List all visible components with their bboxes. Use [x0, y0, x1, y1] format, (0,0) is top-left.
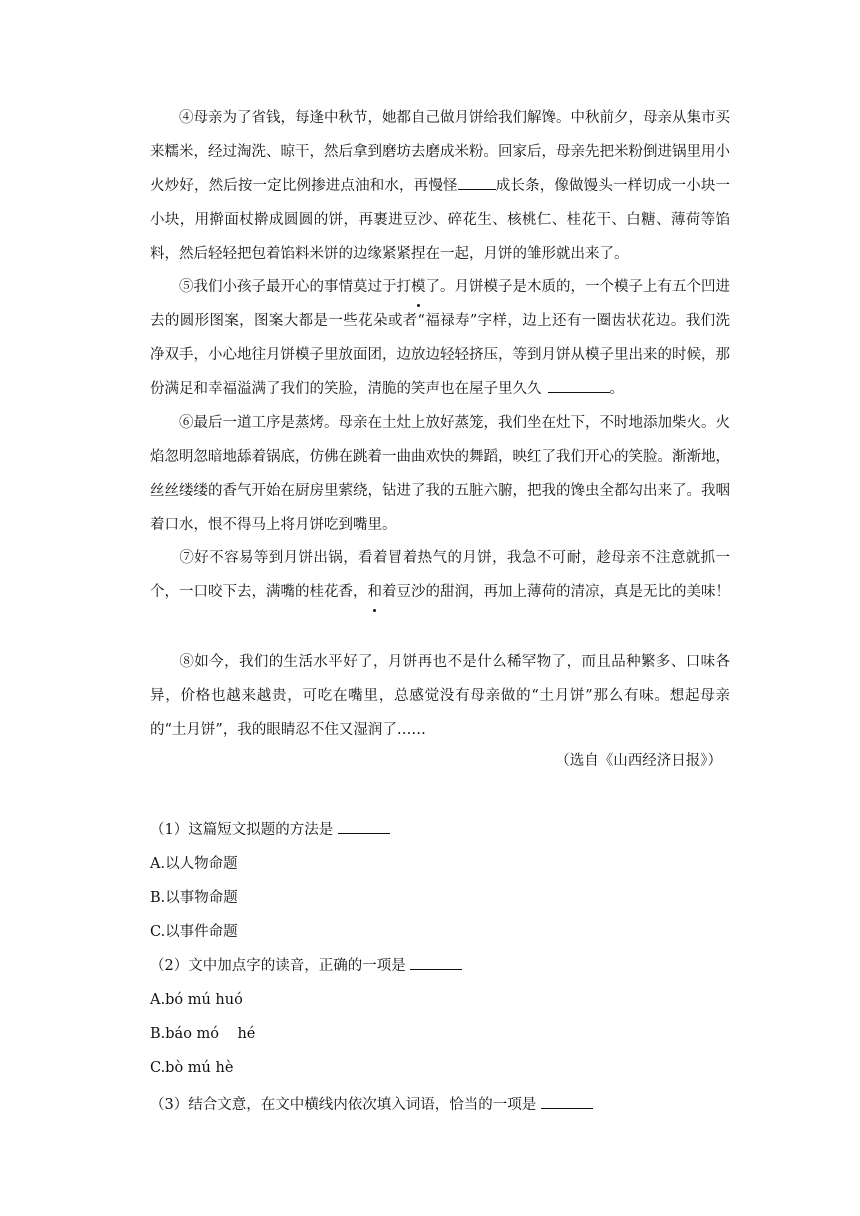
option-1a: A.以人物命题: [150, 856, 238, 872]
answer-blank-2: [410, 955, 462, 970]
option-2c: C.bò mú hè: [150, 1060, 234, 1076]
paragraph-7-text-b: 着豆沙的甜润，再加上薄荷的清凉，真是无比的美味！: [382, 584, 730, 600]
option-2b: B.báo mó hé: [150, 1026, 256, 1042]
paragraph-4-text-a: ④母亲为了省钱，每逢中秋节，她都自己做月饼给我们解馋。中秋前夕，母亲从集市买来糯米，经过淘洗、晾干，然后拿到磨坊去磨成米粉。回家后，母亲先把米粉倒进锅里用小火炒好，然后按一定比例掺进点油和水，再慢怪: [150, 110, 730, 194]
source-citation: （选自《山西经济日报》）: [555, 753, 722, 769]
paragraph-5: [150, 270, 730, 406]
question-2: [150, 955, 462, 977]
answer-blank-1: [338, 819, 390, 834]
dotted-char-mo: 模: [411, 270, 426, 304]
answer-blank-3: [541, 1094, 593, 1109]
paragraph-6: [150, 406, 730, 542]
paragraph-7-text-a: ⑦好不容易等到月饼出锅，看着冒着热气的月饼，我急不可耐，趁母亲不注意就抓一个，一口咬下去，满嘴的桂花香，: [150, 550, 730, 600]
paragraph-6-text: ⑥最后一道工序是蒸烤。母亲在土灶上放好蒸笼，我们坐在灶下，不时地添加柴火。火焰忽明忽暗地舔着锅底，仿佛在跳着一曲曲欢快的舞蹈，映红了我们开心的笑脸。渐渐地，丝丝缕缕的香气开始在厨房里萦绕，钻进了我的五脏六腑，把我的馋虫全都勾出来了。我咽着口水，恨不得马上将月饼吃到嘴里。: [150, 415, 730, 533]
dotted-char-he: 和: [368, 575, 383, 609]
paragraph-8: [150, 645, 730, 747]
option-1c: C.以事件命题: [150, 924, 238, 940]
paragraph-8-text: ⑧如今，我们的生活水平好了，月饼再也不是什么稀罕物了，而且品种繁多、口味各异，价格也越来越贵，可吃在嘴里，总感觉没有母亲做的“土月饼”那么有味。想起母亲的“土月饼”，我的眼睛忍不住又湿润了……: [150, 654, 730, 738]
paragraph-4: [150, 101, 730, 271]
question-1: [150, 819, 390, 841]
fill-blank-2: [548, 378, 610, 393]
question-1-stem: （1）这篇短文拟题的方法是: [150, 822, 334, 838]
fill-blank-1: [458, 175, 496, 190]
paragraph-5-text-c: 。: [609, 381, 624, 397]
question-2-stem: （2）文中加点字的读音，正确的一项是: [150, 958, 406, 974]
paragraph-7: [150, 541, 730, 609]
question-3: [150, 1094, 593, 1116]
paragraph-5-text-b: 了。月饼模子是木质的，一个模子上有五个凹进去的圆形图案，图案大都是一些花朵或者“福禄寿”字样，边上还有一圈齿状花边。我们洗净双手，小心地往月饼模子里放面团，边放边轻轻挤压，等到月饼从模子里出来的时候，那份满足和幸福溢满了我们的笑脸，清脆的笑声也在屋子里久久: [150, 279, 730, 397]
option-2a: A.bó mú huó: [150, 992, 243, 1008]
paragraph-4-text-b: 成长条，像做馒头一样切成一小块一小块，用擀面杖擀成圆圆的饼，再裹进豆沙、碎花生、核桃仁、桂花干、白糖、薄荷等馅料，然后轻轻把包着馅料米饼的边缘紧紧捏在一起，月饼的雏形就出来了。: [150, 178, 731, 262]
option-1b: B.以事物命题: [150, 890, 238, 906]
question-3-stem: （3）结合文意，在文中横线内依次填入词语，恰当的一项是: [150, 1097, 537, 1113]
paragraph-5-text-a: ⑤我们小孩子最开心的事情莫过于打: [179, 279, 411, 295]
